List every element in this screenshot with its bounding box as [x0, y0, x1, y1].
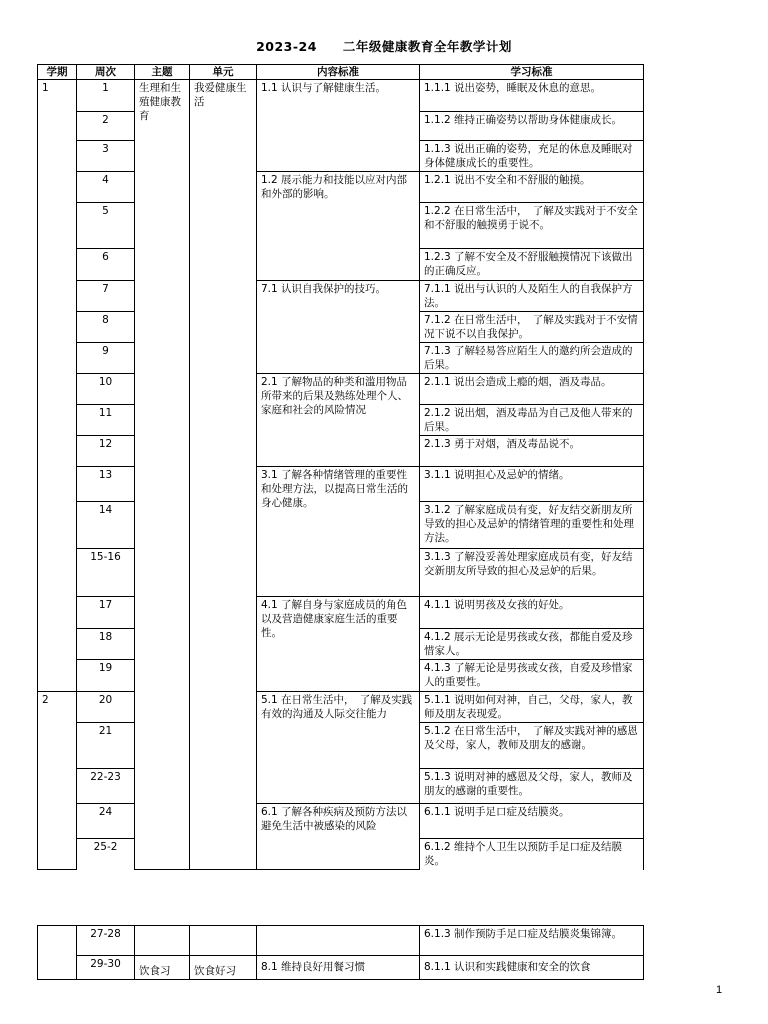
week-cell: 10: [77, 374, 135, 405]
table-row: [38, 597, 644, 629]
week-cell: 9: [77, 343, 135, 374]
page-number: 1: [716, 984, 723, 996]
learning-standard-cell: 6.1.3 制作预防手足口症及结膜炎集锦簿。: [420, 926, 644, 956]
header-semester: 学期: [38, 65, 77, 80]
unit-cell: 我爱健康生活: [190, 80, 257, 870]
week-cell: 25-2: [77, 839, 135, 870]
learning-standard-cell: 5.1.1 说明如何对神，自己，父母，家人，教师及朋友表现爱。: [420, 692, 644, 723]
week-cell: 15-16: [77, 549, 135, 597]
table-header-row: [38, 65, 644, 80]
learning-standard-cell: 1.2.2 在日常生活中， 了解及实践对于不安全和不舒服的触摸勇于说不。: [420, 203, 644, 249]
week-cell: 3: [77, 141, 135, 172]
content-standard-cell: 3.1 了解各种情绪管理的重要性和处理方法，以提高日常生活的身心健康。: [257, 467, 420, 597]
learning-standard-cell: 1.2.3 了解不安全及不舒服触摸情况下该做出的正确反应。: [420, 249, 644, 281]
learning-standard-cell: 2.1.2 说出烟，酒及毒品为自己及他人带来的后果。: [420, 405, 644, 436]
week-cell: 14: [77, 502, 135, 549]
theme-cell: 饮食习: [135, 956, 190, 980]
table-row: [38, 374, 644, 405]
content-standard-cell: 7.1 认识自我保护的技巧。: [257, 281, 420, 374]
page-title: 2023-24 二年级健康教育全年教学计划: [256, 39, 512, 54]
week-cell: 4: [77, 172, 135, 203]
week-cell: 17: [77, 597, 135, 629]
week-cell: 22-23: [77, 769, 135, 804]
week-cell: 20: [77, 692, 135, 723]
learning-standard-cell: 2.1.3 勇于对烟，酒及毒品说不。: [420, 436, 644, 467]
curriculum-table-continued: [37, 925, 644, 980]
learning-standard-cell: 4.1.3 了解无论是男孩或女孩，自爱及珍惜家人的重要性。: [420, 660, 644, 692]
content-standard-cell: 1.2 展示能力和技能以应对内部和外部的影响。: [257, 172, 420, 281]
table-row: [38, 80, 644, 112]
learning-standard-cell: 3.1.2 了解家庭成员有变，好友结交新朋友所导致的担心及忌妒的情绪管理的重要性和处理方法。: [420, 502, 644, 549]
table-row: [38, 281, 644, 312]
learning-standard-cell: 6.1.1 说明手足口症及结膜炎。: [420, 804, 644, 839]
learning-standard-cell: 5.1.2 在日常生活中， 了解及实践对神的感恩及父母，家人，教师及朋友的感谢。: [420, 723, 644, 769]
learning-standard-cell: 1.1.1 说出姿势，睡眠及休息的意思。: [420, 80, 644, 112]
learning-standard-cell: 1.1.3 说出正确的姿势，充足的休息及睡眠对身体健康成长的重要性。: [420, 141, 644, 172]
week-cell: 12: [77, 436, 135, 467]
learning-standard-cell: 4.1.1 说明男孩及女孩的好处。: [420, 597, 644, 629]
content-standard-cell: 6.1 了解各种疾病及预防方法以避免生活中被感染的风险: [257, 804, 420, 870]
content-standard-cell: 4.1 了解自身与家庭成员的角色以及营造健康家庭生活的重要性。: [257, 597, 420, 692]
week-cell: 2: [77, 112, 135, 141]
week-cell: 7: [77, 281, 135, 312]
week-cell: 27-28: [77, 926, 135, 956]
learning-standard-cell: 7.1.1 说出与认识的人及陌生人的自我保护方法。: [420, 281, 644, 312]
learning-standard-cell: 7.1.2 在日常生活中， 了解及实践对于不安情况下说不以自我保护。: [420, 312, 644, 343]
content-standard-cell: [257, 926, 420, 956]
unit-cell: [190, 926, 257, 956]
learning-standard-cell: 8.1.1 认识和实践健康和安全的饮食: [420, 956, 644, 980]
header-week: 周次: [77, 65, 135, 80]
content-standard-cell: 5.1 在日常生活中， 了解及实践有效的沟通及人际交往能力: [257, 692, 420, 804]
table-row: [38, 956, 644, 980]
semester-cell: 1: [38, 80, 77, 692]
content-standard-cell: 1.1 认识与了解健康生活。: [257, 80, 420, 172]
unit-cell: 饮食好习: [190, 956, 257, 980]
week-cell: 18: [77, 629, 135, 660]
learning-standard-cell: 3.1.3 了解没妥善处理家庭成员有变，好友结交新朋友所导致的担心及忌妒的后果。: [420, 549, 644, 597]
theme-cell: [135, 926, 190, 956]
week-cell: 29-30: [77, 956, 135, 980]
content-standard-cell: 8.1 维持良好用餐习惯: [257, 956, 420, 980]
learning-standard-cell: 4.1.2 展示无论是男孩或女孩，都能自爱及珍惜家人。: [420, 629, 644, 660]
header-theme: 主题: [135, 65, 190, 80]
table-row: [38, 692, 644, 723]
semester-cell: 2: [38, 692, 77, 870]
header-learning-standard: 学习标准: [420, 65, 644, 80]
week-cell: 1: [77, 80, 135, 112]
week-cell: 6: [77, 249, 135, 281]
content-standard-cell: 2.1 了解物品的种类和滥用物品所带来的后果及熟练处理个人、家庭和社会的风险情况: [257, 374, 420, 467]
semester-cell: [38, 926, 77, 980]
table-row: [38, 926, 644, 956]
week-cell: 11: [77, 405, 135, 436]
learning-standard-cell: 1.2.1 说出不安全和不舒服的触摸。: [420, 172, 644, 203]
week-cell: 21: [77, 723, 135, 769]
header-content-standard: 内容标准: [257, 65, 420, 80]
week-cell: 8: [77, 312, 135, 343]
learning-standard-cell: 1.1.2 维持正确姿势以帮助身体健康成长。: [420, 112, 644, 141]
theme-cell: 生理和生殖健康教育: [135, 80, 190, 870]
week-cell: 5: [77, 203, 135, 249]
learning-standard-cell: 5.1.3 说明对神的感恩及父母，家人，教师及朋友的感谢的重要性。: [420, 769, 644, 804]
week-cell: 24: [77, 804, 135, 839]
learning-standard-cell: 2.1.1 说出会造成上瘾的烟，酒及毒品。: [420, 374, 644, 405]
table-row: [38, 172, 644, 203]
learning-standard-cell: 6.1.2 维持个人卫生以预防手足口症及结膜炎。: [420, 839, 644, 870]
table-row: [38, 804, 644, 839]
header-unit: 单元: [190, 65, 257, 80]
learning-standard-cell: 3.1.1 说明担心及忌妒的情绪。: [420, 467, 644, 502]
week-cell: 19: [77, 660, 135, 692]
curriculum-table: [37, 64, 644, 870]
table-row: [38, 467, 644, 502]
week-cell: 13: [77, 467, 135, 502]
learning-standard-cell: 7.1.3 了解轻易答应陌生人的邀约所会造成的后果。: [420, 343, 644, 374]
